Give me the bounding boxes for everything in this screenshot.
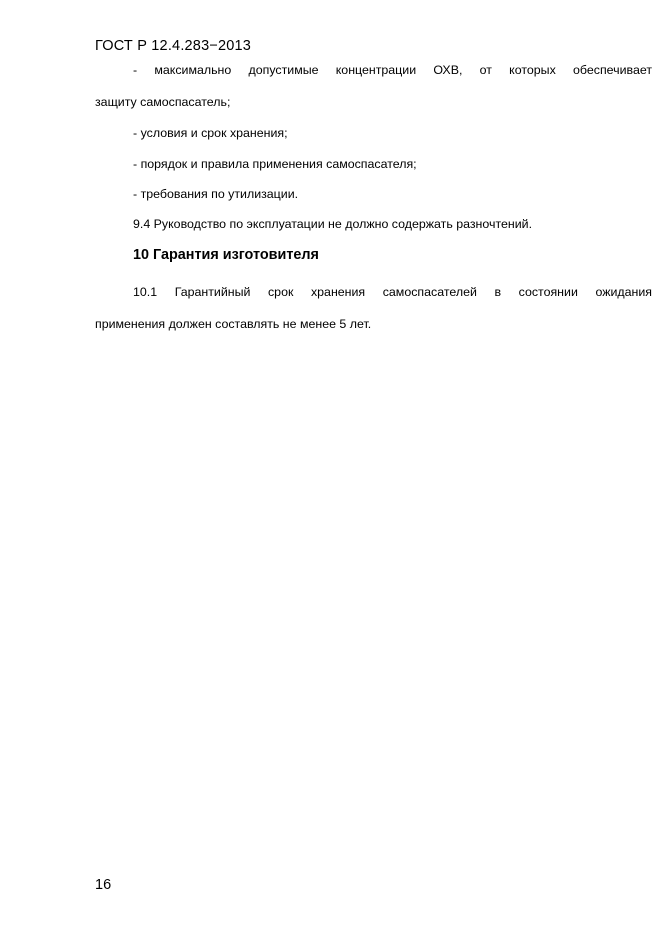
list-item-max-concentration-line2: защиту самоспасатель; <box>95 95 231 109</box>
list-item-storage-conditions: - условия и срок хранения; <box>133 126 288 140</box>
section-10-heading: 10 Гарантия изготовителя <box>133 247 319 263</box>
clause-10-1-line2: применения должен составлять не менее 5 лет. <box>95 317 372 331</box>
page-number: 16 <box>95 877 112 893</box>
document-header: ГОСТ Р 12.4.283−2013 <box>95 38 252 54</box>
list-item-usage-rules: - порядок и правила применения самоспасателя; <box>133 157 417 171</box>
clause-10-1-line1: 10.1 Гарантийный срок хранения самоспасателей в состоянии ожидания <box>133 285 652 299</box>
clause-9-4: 9.4 Руководство по эксплуатации не должно содержать разночтений. <box>133 217 533 231</box>
list-item-disposal: - требования по утилизации. <box>133 187 299 201</box>
list-item-max-concentration-line1: - максимально допустимые концентрации ОХВ, от которых обеспечивает <box>133 63 652 77</box>
